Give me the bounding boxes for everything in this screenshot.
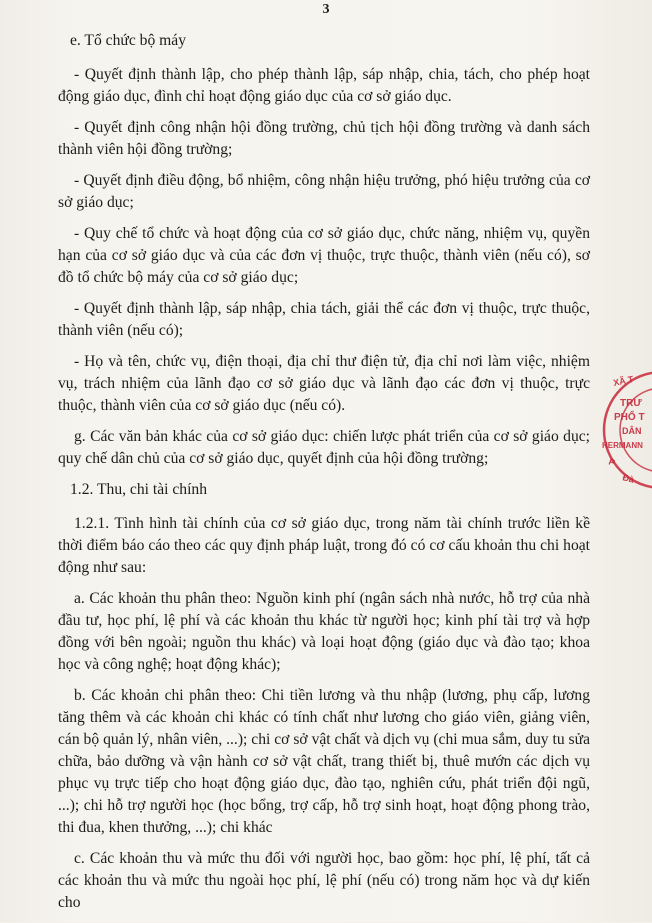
svg-text:Đà: Đà	[621, 472, 636, 485]
paragraph: - Quyết định thành lập, sáp nhập, chia tách, giải thể các đơn vị thuộc, trực thuộc, thành viên (nếu có);	[58, 300, 590, 339]
section-heading-e: e. Tổ chức bộ máy	[70, 32, 186, 49]
paragraph-g: g. Các văn bản khác của cơ sở giáo dục: chiến lược phát triển của cơ sở giáo dục; quy chế dân chủ của cơ sở giáo dục, quyết định của hội đồng trường;	[58, 428, 590, 467]
paragraph-c: c. Các khoản thu và mức thu đối với người học, bao gồm: học phí, lệ phí, tất cả các khoản thu và mức thu ngoài học phí, lệ phí (nếu có) trong năm học và dự kiến cho	[58, 850, 590, 911]
document-body	[58, 30, 590, 923]
svg-text:P: P	[607, 456, 617, 468]
paragraph-b: b. Các khoản chi phân theo: Chi tiền lương và thu nhập (lương, phụ cấp, lương tăng thêm và các khoản chi khác có tính chất như lương cho giáo viên, giảng viên, cán bộ quản lý, nhân viên, ...); chi cơ sở vật chất và dịch vụ (chi mua sắm, duy tu sửa chữa, bảo dưỡng và vận hành cơ sở vật chất, trang thiết bị, thuê mướn các dịch vụ phục vụ trực tiếp cho hoạt động giáo dục, đào tạo, nghiên cứu, phát triển đội ngũ, ...); chi hỗ trợ người học (học bổng, trợ cấp, hỗ trợ sinh hoạt, hoạt động phong trào, thi đua, khen thưởng, ...); chi khác	[58, 687, 590, 836]
svg-text:PHỔ T: PHỔ T	[614, 412, 645, 423]
paragraph-a: a. Các khoản thu phân theo: Nguồn kinh phí (ngân sách nhà nước, hỗ trợ của nhà đầu tư, học phí, lệ phí và các khoản thu khác từ người học; kinh phí tài trợ và hợp đồng với bên ngoài; nguồn thu khác) và loại hoạt động (giáo dục và đào tạo; khoa học và công nghệ; hoạt động khác);	[58, 590, 590, 673]
paragraph: - Quyết định thành lập, cho phép thành lập, sáp nhập, chia, tách, cho phép hoạt động giáo dục, đình chỉ hoạt động giáo dục của cơ sở giáo dục.	[58, 66, 590, 105]
section-heading-1-2: 1.2. Thu, chi tài chính	[70, 481, 208, 498]
svg-text:XÃ T: XÃ T	[612, 373, 635, 388]
red-seal-stamp	[600, 368, 652, 498]
page-number: 3	[322, 2, 330, 17]
svg-text:HERMANN: HERMANN	[602, 441, 643, 450]
svg-text:DÂN: DÂN	[622, 426, 642, 436]
paragraph-1-2-1: 1.2.1. Tình hình tài chính của cơ sở giáo dục, trong năm tài chính trước liền kề thời điểm báo cáo theo các quy định pháp luật, trong đó có cơ cấu khoản thu chi hoạt động như sau:	[58, 515, 590, 576]
paragraph: - Họ và tên, chức vụ, điện thoại, địa chỉ thư điện tử, địa chỉ nơi làm việc, nhiệm vụ, trách nhiệm của lãnh đạo cơ sở giáo dục và lãnh đạo các đơn vị thuộc, trực thuộc, thành viên của cơ sở giáo dục (nếu có).	[58, 353, 590, 414]
paragraph: - Quy chế tổ chức và hoạt động của cơ sở giáo dục, chức năng, nhiệm vụ, quyền hạn của cơ sở giáo dục và của các đơn vị thuộc, trực thuộc, thành viên (nếu có), sơ đồ tổ chức bộ máy của cơ sở giáo dục;	[58, 225, 590, 286]
svg-text:TRƯ: TRƯ	[620, 398, 642, 409]
paragraph: - Quyết định công nhận hội đồng trường, chủ tịch hội đồng trường và danh sách thành viên hội đồng trường;	[58, 119, 590, 158]
paragraph: - Quyết định điều động, bổ nhiệm, công nhận hiệu trưởng, phó hiệu trưởng của cơ sở giáo dục;	[58, 172, 590, 211]
